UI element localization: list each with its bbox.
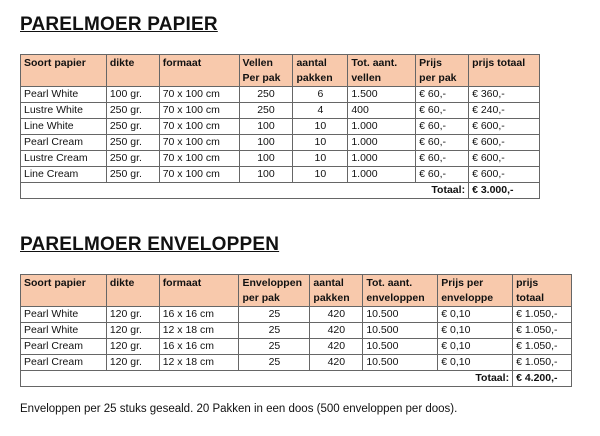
table-cell: € 1.050,- (513, 339, 572, 355)
table-cell: 6 (293, 87, 348, 103)
header-cell: dikte (106, 55, 159, 87)
total-label: Totaal: (21, 371, 513, 387)
table-cell: 25 (239, 307, 310, 323)
table-cell: Pearl Cream (21, 135, 107, 151)
table-cell: 100 (239, 119, 293, 135)
paper-section-title: PARELMOER PAPIER (20, 14, 218, 35)
table-cell: € 600,- (469, 119, 540, 135)
table-cell: Line Cream (21, 167, 107, 183)
table-cell: 10.500 (363, 355, 438, 371)
total-row (21, 371, 572, 387)
table-cell: Pearl Cream (21, 355, 107, 371)
table-cell: Pearl Cream (21, 339, 107, 355)
table-cell: 120 gr. (106, 307, 159, 323)
table-cell: € 0,10 (438, 355, 513, 371)
header-cell: formaat (159, 275, 239, 307)
table-cell: 70 x 100 cm (159, 151, 239, 167)
table-cell: 10.500 (363, 307, 438, 323)
table-cell: 70 x 100 cm (159, 119, 239, 135)
table-cell: 100 (239, 151, 293, 167)
table-cell: € 600,- (469, 135, 540, 151)
table-cell: 1.000 (348, 119, 416, 135)
table-cell: 4 (293, 103, 348, 119)
table-cell: 10.500 (363, 323, 438, 339)
table-cell: € 60,- (416, 103, 469, 119)
table-cell: 250 gr. (106, 167, 159, 183)
table-header-row (21, 275, 572, 307)
header-cell: formaat (159, 55, 239, 87)
table-cell: 10.500 (363, 339, 438, 355)
table-cell: 120 gr. (106, 339, 159, 355)
table-cell: € 60,- (416, 167, 469, 183)
table-cell: Pearl White (21, 87, 107, 103)
table-cell: 420 (310, 339, 363, 355)
table-row (21, 103, 540, 119)
table-cell: 400 (348, 103, 416, 119)
table-cell: 25 (239, 339, 310, 355)
table-cell: 250 gr. (106, 135, 159, 151)
table-cell: 12 x 18 cm (159, 323, 239, 339)
table-cell: 420 (310, 355, 363, 371)
table-cell: 250 gr. (106, 151, 159, 167)
table-cell: € 60,- (416, 119, 469, 135)
table-row (21, 151, 540, 167)
total-value: € 4.200,- (513, 371, 572, 387)
header-cell: prijs totaal (513, 275, 572, 307)
table-cell: 16 x 16 cm (159, 307, 239, 323)
header-cell: aantal pakken (310, 275, 363, 307)
table-cell: 10 (293, 151, 348, 167)
table-cell: 1.000 (348, 135, 416, 151)
table-cell: Lustre Cream (21, 151, 107, 167)
table-cell: 10 (293, 167, 348, 183)
footer-note: Enveloppen per 25 stuks geseald. 20 Pakken in een doos (500 enveloppen per doos). (20, 403, 458, 415)
table-cell: 1.500 (348, 87, 416, 103)
table-cell: € 1.050,- (513, 323, 572, 339)
table-cell: 70 x 100 cm (159, 167, 239, 183)
table-cell: 250 (239, 103, 293, 119)
header-cell: Prijs per pak (416, 55, 469, 87)
header-cell: Soort papier (21, 275, 107, 307)
table-cell: 25 (239, 323, 310, 339)
table-cell: Line White (21, 119, 107, 135)
table-cell: € 360,- (469, 87, 540, 103)
table-cell: 1.000 (348, 151, 416, 167)
table-cell: 100 (239, 167, 293, 183)
header-cell: Prijs per enveloppe (438, 275, 513, 307)
table-cell: 100 gr. (106, 87, 159, 103)
table-cell: 10 (293, 119, 348, 135)
table-cell: € 1.050,- (513, 355, 572, 371)
envelope-section-title: PARELMOER ENVELOPPEN (20, 234, 280, 255)
table-cell: 70 x 100 cm (159, 103, 239, 119)
table-cell: 10 (293, 135, 348, 151)
header-cell: Enveloppen per pak (239, 275, 310, 307)
table-cell: 100 (239, 135, 293, 151)
table-cell: € 600,- (469, 151, 540, 167)
table-header-row (21, 55, 540, 87)
table-cell: 25 (239, 355, 310, 371)
table-cell: 250 gr. (106, 103, 159, 119)
table-cell: € 600,- (469, 167, 540, 183)
envelope-price-table (20, 274, 572, 387)
total-value: € 3.000,- (469, 183, 540, 199)
table-cell: 420 (310, 307, 363, 323)
header-cell: Tot. aant. enveloppen (363, 275, 438, 307)
header-cell: Soort papier (21, 55, 107, 87)
total-label: Totaal: (21, 183, 469, 199)
table-cell: 120 gr. (106, 355, 159, 371)
paper-price-table (20, 54, 540, 199)
table-row (21, 167, 540, 183)
total-row (21, 183, 540, 199)
table-cell: 120 gr. (106, 323, 159, 339)
header-cell: Vellen Per pak (239, 55, 293, 87)
table-row (21, 307, 572, 323)
header-cell: aantal pakken (293, 55, 348, 87)
table-cell: € 240,- (469, 103, 540, 119)
table-row (21, 323, 572, 339)
table-row (21, 339, 572, 355)
table-cell: Pearl White (21, 323, 107, 339)
table-cell: 12 x 18 cm (159, 355, 239, 371)
table-cell: 420 (310, 323, 363, 339)
table-row (21, 87, 540, 103)
table-row (21, 119, 540, 135)
table-cell: € 0,10 (438, 339, 513, 355)
table-cell: 70 x 100 cm (159, 87, 239, 103)
header-cell: prijs totaal (469, 55, 540, 87)
table-cell: € 1.050,- (513, 307, 572, 323)
header-cell: dikte (106, 275, 159, 307)
table-cell: 250 (239, 87, 293, 103)
table-cell: € 60,- (416, 151, 469, 167)
table-cell: € 60,- (416, 87, 469, 103)
header-cell: Tot. aant. vellen (348, 55, 416, 87)
table-cell: € 0,10 (438, 323, 513, 339)
table-row (21, 135, 540, 151)
table-row (21, 355, 572, 371)
table-cell: Lustre White (21, 103, 107, 119)
table-cell: € 0,10 (438, 307, 513, 323)
table-cell: 1.000 (348, 167, 416, 183)
table-cell: 250 gr. (106, 119, 159, 135)
table-cell: Pearl White (21, 307, 107, 323)
table-cell: € 60,- (416, 135, 469, 151)
table-cell: 16 x 16 cm (159, 339, 239, 355)
table-cell: 70 x 100 cm (159, 135, 239, 151)
